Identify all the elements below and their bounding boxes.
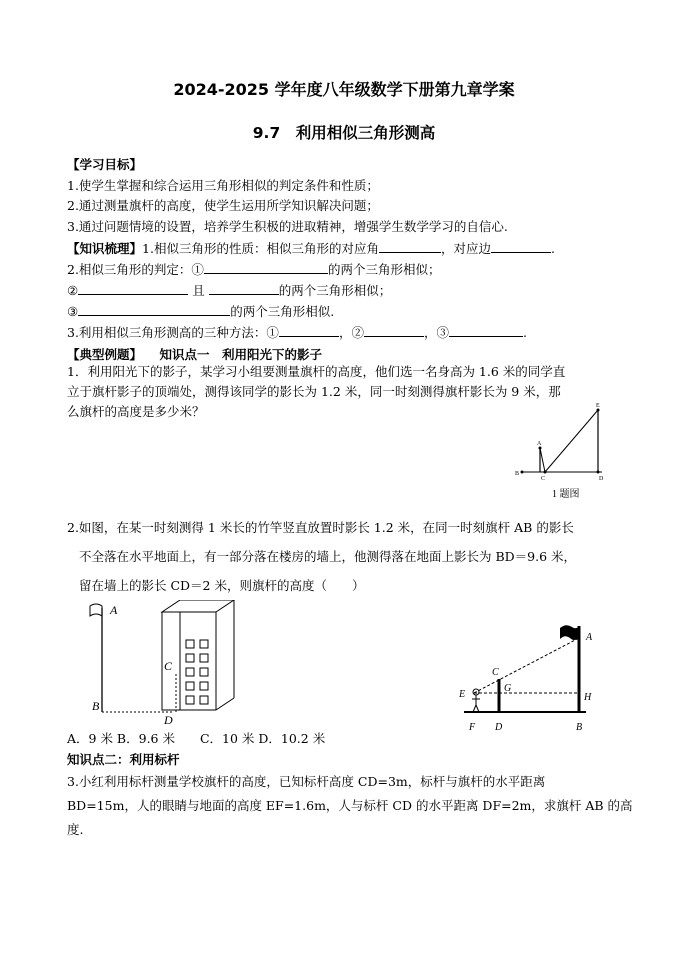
- label-c: C: [492, 667, 499, 678]
- label-c: C: [164, 659, 173, 673]
- figure-1: [512, 400, 612, 505]
- answer-blank[interactable]: [279, 324, 339, 337]
- answer-blank[interactable]: [204, 261, 328, 274]
- knowledge-point-2: 知识点二：利用标杆: [67, 752, 180, 767]
- review-line-4: [67, 302, 334, 320]
- review-text: ，③: [423, 325, 449, 340]
- review-text: .: [550, 241, 555, 256]
- question-2-options: A．9 米 B．9.6 米 C．10 米 D．10.2 米: [67, 731, 326, 746]
- label-b: B: [515, 471, 520, 477]
- label-e: E: [596, 403, 600, 409]
- label-g: G: [504, 683, 512, 694]
- label-d: D: [495, 722, 503, 733]
- examples-heading-line: [67, 345, 322, 363]
- question-line: 么旗杆的高度是多少米？: [67, 404, 205, 419]
- review-text: 且: [192, 283, 205, 298]
- review-line-1: [67, 239, 555, 257]
- label-b: B: [576, 722, 583, 733]
- question-line: BD=15m，人的眼睛与地面的高度 EF=1.6m，人与标杆 CD 的水平距离 DF=2m，求旗杆 AB 的高: [67, 798, 633, 813]
- examples-heading: 【典型例题】: [67, 347, 143, 362]
- question-line: 3.小红利用标杆测量学校旗杆的高度，已知标杆高度 CD=3m，标杆与旗杆的水平距离: [67, 774, 546, 789]
- review-line-3: [67, 281, 391, 299]
- answer-blank[interactable]: [364, 324, 424, 337]
- label-c: C: [541, 476, 546, 482]
- review-text: .: [522, 325, 527, 340]
- review-text: ，对应边: [440, 241, 491, 256]
- review-text: ③: [67, 304, 79, 319]
- figure-2: [74, 600, 254, 725]
- label-b: B: [92, 699, 100, 713]
- knowledge-point-1: 知识点一 利用阳光下的影子: [159, 347, 322, 362]
- review-text: ，②: [338, 325, 364, 340]
- question-line: 1．利用阳光下的影子，某学习小组要测量旗杆的高度，他们选一名身高为 1.6 米的同学直: [67, 364, 566, 379]
- objectives-heading: 【学习目标】: [67, 157, 143, 172]
- review-line-2: [67, 260, 440, 278]
- objective-item: 3.通过问题情境的设置，培养学生积极的进取精神，增强学生数学学习的自信心.: [67, 219, 508, 234]
- review-text: ②: [67, 283, 79, 298]
- answer-blank[interactable]: [449, 324, 523, 337]
- review-text: 的两个三角形相似；: [278, 283, 392, 298]
- label-f: F: [469, 722, 476, 733]
- question-line: 不全落在水平地面上，有一部分落在楼房的墙上，他测得落在地面上影长为 BD＝9.6 米，: [79, 549, 577, 564]
- answer-blank[interactable]: [209, 282, 279, 295]
- figure-1-caption: 1 题图: [552, 489, 580, 500]
- answer-blank[interactable]: [491, 240, 551, 253]
- label-a: A: [586, 632, 593, 643]
- question-line: 2.如图，在某一时刻测得 1 米长的竹竿竖直放置时影长 1.2 米，在同一时刻旗杆 AB 的影长: [67, 520, 574, 535]
- label-h: H: [584, 692, 592, 703]
- section-title: 9.7 利用相似三角形测高: [252, 124, 436, 142]
- review-text: 3.利用相似三角形测高的三种方法：①: [67, 325, 279, 340]
- page-title: 2024-2025 学年度八年级数学下册第九章学案: [173, 80, 515, 99]
- review-line-5: [67, 323, 527, 341]
- label-d: D: [164, 713, 173, 725]
- question-1: [67, 362, 565, 422]
- objective-item: 1.使学生掌握和综合运用三角形相似的判定条件和性质；: [67, 178, 379, 193]
- label-e: E: [459, 689, 466, 700]
- question-3: [67, 770, 633, 842]
- label-a: A: [110, 603, 118, 617]
- review-text: 的两个三角形相似.: [230, 304, 335, 319]
- review-text: 2.相似三角形的判定：①: [67, 262, 204, 277]
- review-text: 1.相似三角形的性质：相似三角形的对应角: [142, 241, 379, 256]
- answer-blank[interactable]: [78, 282, 188, 295]
- review-heading: 【知识梳理】: [67, 241, 143, 256]
- question-2: [67, 513, 576, 600]
- question-line: 立于旗杆影子的顶端处，测得该同学的影长为 1.2 米，同一时刻测得旗杆影长为 9 米，那: [67, 384, 561, 399]
- answer-blank[interactable]: [379, 240, 441, 253]
- review-text: 的两个三角形相似；: [327, 262, 441, 277]
- objective-item: 2.通过测量旗杆的高度，使学生运用所学知识解决问题；: [67, 198, 379, 213]
- label-a: A: [537, 441, 542, 447]
- answer-blank[interactable]: [78, 303, 230, 316]
- question-line: 度.: [67, 822, 84, 837]
- label-d: D: [599, 476, 604, 482]
- question-line: 留在墙上的影长 CD＝2 米，则旗杆的高度（ ）: [79, 578, 365, 593]
- figure-3: [452, 612, 602, 737]
